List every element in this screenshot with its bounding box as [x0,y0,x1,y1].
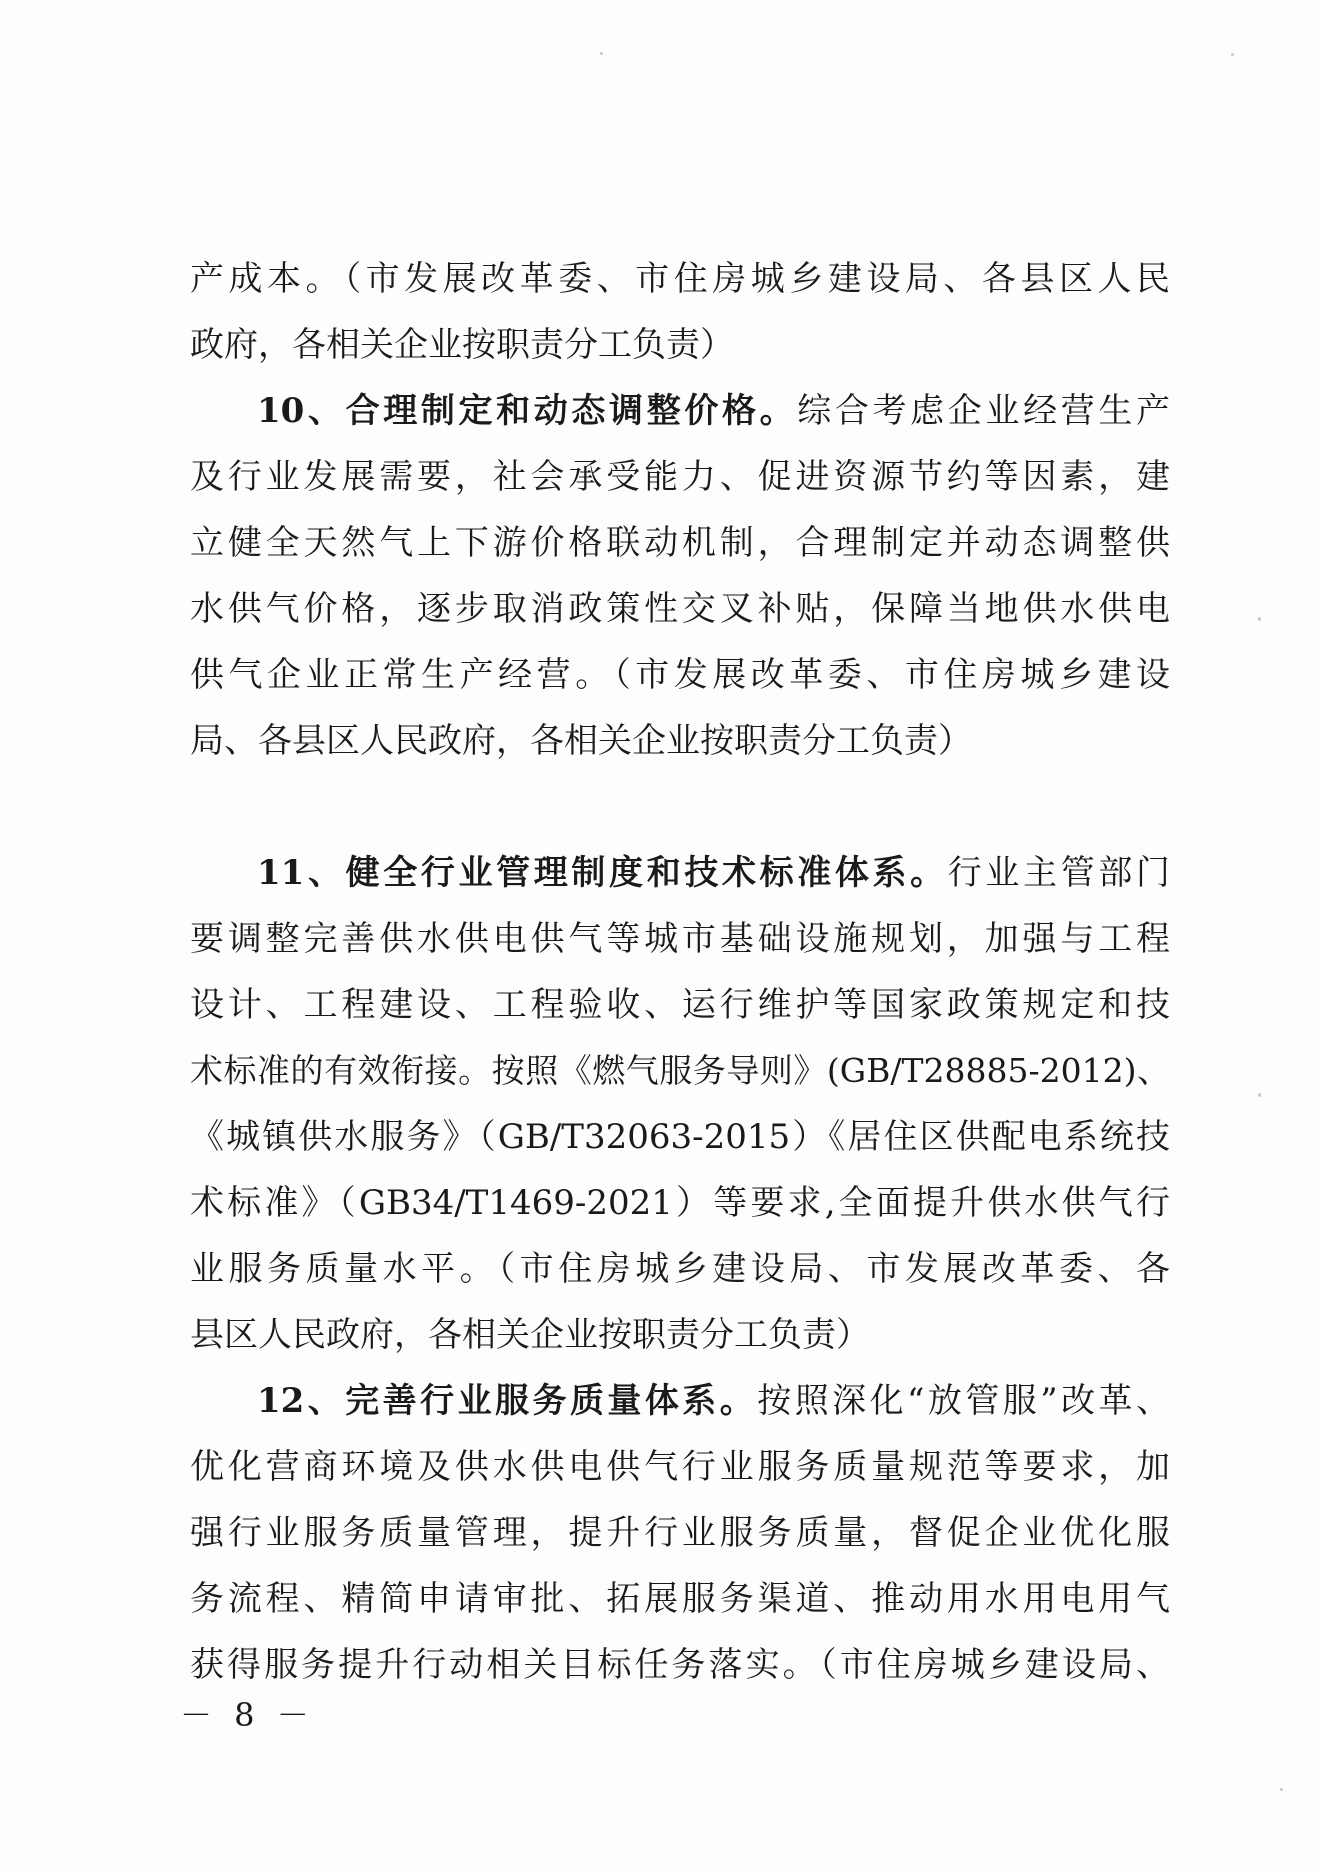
scan-speck [1258,1093,1261,1097]
item-12-title: 12、完善行业服务质量体系。 [257,1381,758,1421]
item-10-first-line [257,379,1170,443]
paragraph-line: 供气企业正常生产经营。（市发展改革委、市住房城乡建设 [190,655,1170,695]
paragraph-line: 水供气价格，逐步取消政策性交叉补贴，保障当地供水供电 [190,589,1170,629]
item-12-text: 按照深化“放管服”改革、 [757,1381,1170,1421]
item-12-first-line [257,1369,1170,1433]
item-11-title: 11、健全行业管理制度和技术标准体系。 [257,853,948,893]
item-10-title: 10、合理制定和动态调整价格。 [257,391,798,431]
paragraph-line: 县区人民政府，各相关企业按职责分工负责） [190,1315,870,1355]
scan-speck [1258,617,1261,621]
paragraph-line: 产成本。（市发展改革委、市住房城乡建设局、各县区人民 [190,259,1170,299]
paragraph-line: 优化营商环境及供水供电供气行业服务质量规范等要求，加 [190,1447,1170,1487]
scan-speck [1231,53,1234,56]
paragraph-line: 强行业服务质量管理，提升行业服务质量，督促企业优化服 [190,1513,1170,1553]
paragraph-line: 获得服务提升行动相关目标任务落实。（市住房城乡建设局、 [190,1645,1170,1685]
paragraph-line: 局、各县区人民政府，各相关企业按职责分工负责） [190,721,972,761]
paragraph-line: 务流程、精简申请审批、拓展服务渠道、推动用水用电用气 [190,1579,1170,1619]
page-number: － 8 － [180,1696,315,1734]
paragraph-line: 立健全天然气上下游价格联动机制，合理制定并动态调整供 [190,523,1170,563]
paragraph-line: 术标准》（GB34/T1469-2021）等要求,全面提升供水供气行 [190,1183,1170,1223]
paragraph-line: 术标准的有效衔接。按照《燃气服务导则》(GB/T28885-2012)、 [190,1051,1170,1090]
scan-speck [600,52,603,55]
paragraph-line: 业服务质量水平。（市住房城乡建设局、市发展改革委、各 [190,1249,1170,1289]
item-11-text: 行业主管部门 [947,853,1170,893]
paragraph-line: 《城镇供水服务》（GB/T32063-2015）《居住区供配电系统技 [190,1117,1170,1157]
paragraph-line: 及行业发展需要，社会承受能力、促进资源节约等因素，建 [190,457,1170,497]
paragraph-line: 设计、工程建设、工程验收、运行维护等国家政策规定和技 [190,985,1170,1025]
paragraph-line: 政府，各相关企业按职责分工负责） [190,325,734,365]
item-10-text: 综合考虑企业经营生产 [797,391,1170,431]
paragraph-line: 要调整完善供水供电供气等城市基础设施规划，加强与工程 [190,919,1170,959]
item-11-first-line [257,841,1170,905]
scan-speck [1280,1788,1283,1791]
